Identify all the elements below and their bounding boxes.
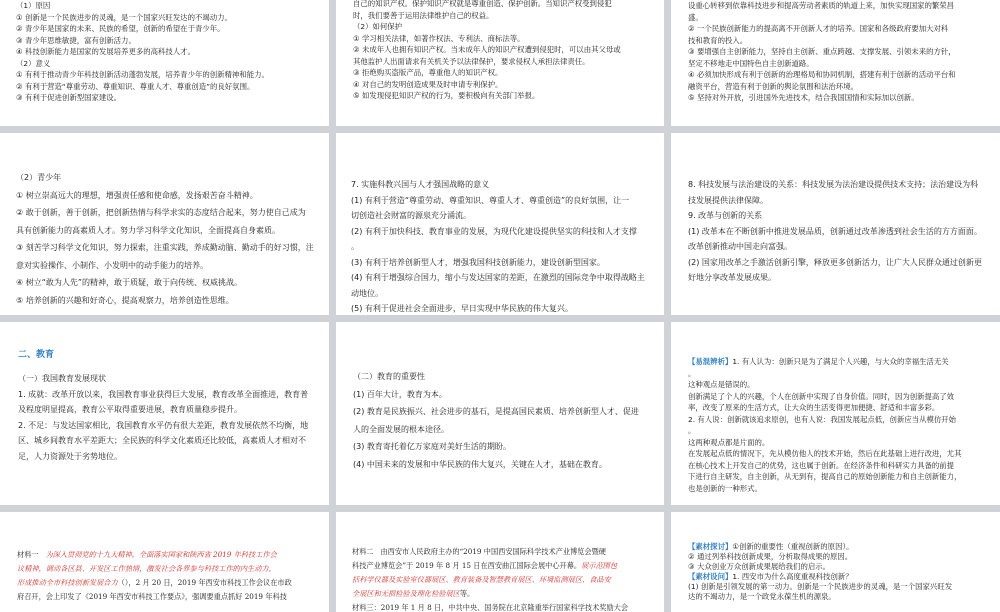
highlight-text: 括科学仪器及实验室仪器展区、教育装备及智慧教育展区、环境监测展区、食品安 — [352, 575, 611, 584]
text-line: 在发展起点低的情况下，先从模仿他人的技术开始，然后在此基础上进行改进，尤其 — [688, 449, 962, 458]
text-line: 9. 改革与创新的关系 — [688, 211, 763, 220]
text-block — [0, 322, 329, 464]
text-line: （一）我国教育发展现状 — [18, 374, 106, 383]
text-line: ② 青少年是国家的未来、民族的希望，创新的希望在于青少年。 — [16, 24, 225, 33]
text-line: 这种观点是错误的。 — [688, 380, 755, 389]
text-line: 。 — [688, 426, 696, 435]
text-line: ① 有利于推动青少年科技创新活动蓬勃发展，培养青少年的创新精神和能力。 — [16, 70, 269, 79]
text-line — [688, 572, 1000, 582]
material-label: 材料二 — [352, 547, 374, 556]
text-line: 其他监护人出面请求有关机关予以法律保护，要求侵权人承担法律责任。 — [353, 56, 590, 66]
text-line — [688, 356, 1000, 368]
material-label: 材料一 — [17, 550, 39, 559]
text-line: 好地分享改革发展成果。 — [688, 273, 776, 282]
text-line — [352, 573, 664, 587]
text-line: (2) 国家用改革之手激活创新引擎，释放更多创新活力，让广大人民群众通过创新更 — [688, 257, 982, 267]
text-block — [336, 512, 664, 612]
highlight-text: 为深入贯彻党的十九大精神，全面落实国家和陕西省 2019 年科技工作会 — [45, 550, 277, 559]
slide-card[interactable] — [0, 322, 329, 505]
body-text: 等。 — [459, 589, 475, 598]
text-line: ① 学习相关法律，如著作权法、专利法、商标法等。 — [353, 33, 525, 43]
text-line — [352, 545, 664, 559]
body-text: 科技产业博览会”于 2019 年 8 月 15 日在西安曲江国际会展中心开幕。 — [352, 561, 582, 570]
text-line: 这两种观点都是片面的。 — [688, 437, 770, 447]
text-line: 动地位。 — [351, 288, 383, 298]
text-line: ④ 树立“敢为人先”的精神，敢于质疑，敢于向传统、权威挑战。 — [16, 278, 243, 287]
slide-card[interactable] — [671, 0, 1000, 126]
text-block — [0, 512, 329, 604]
text-line: （二）教育的重要性 — [353, 372, 425, 381]
text-line: (1) 改革本在不断创新中推进发展品质，创新通过改革渗透到社会生活的方方面面。 — [688, 226, 982, 236]
text-line: (4) 中国未来的发展和中华民族的伟大复兴，关键在人才，基础在教育。 — [353, 459, 607, 469]
text-line: (1) 创新是引领发展的第一动力。创新是一个民族进步的灵魂，是一个国家兴旺发 — [688, 582, 953, 591]
text-line: ③ 要增强自主创新能力，坚持自主创新、重点跨越、支撑发展、引领未来的方针， — [688, 47, 956, 56]
text-line: （2）如何保护 — [353, 22, 403, 31]
text-line: ③ 刻苦学习科学文化知识，努力探索，注重实践，养成勤动脑、勤动手的好习惯，注 — [16, 243, 314, 252]
text-line: (3) 教育寄托着亿万家庭对美好生活的期盼。 — [353, 442, 511, 451]
text-line: 1. 成就：改革开放以来，我国教育事业获得巨大发展，教育改革全面推进，教育普 — [18, 389, 309, 399]
text-line: ③ 拒绝购买盗版产品，尊重他人的知识产权。 — [353, 68, 503, 77]
text-line: 2. 有人说：创新就该追求原创，也有人说：我国发展起点低，创新应当从模仿开始 — [688, 414, 957, 424]
text-line: 技和教育的投入。 — [688, 35, 748, 45]
text-line: 及程度明显提高，教育公平取得重要进展，教育质量稳步提升。 — [18, 405, 242, 414]
text-line: 府召开，会上印发了《2019 年西安市科技工作要点》，强调要重点抓好 2019 年科技 — [17, 592, 287, 601]
text-line: ④ 必须加快形成有利于创新的治理格局和协同机制，搭建有利于创新的活动平台和 — [688, 70, 956, 79]
text-line: 。 — [688, 368, 696, 378]
text-line: ② 通过列举科技创新成果，分析取得成果的原因。 — [688, 552, 853, 561]
tag-label: 【素材设问】 — [688, 572, 733, 581]
text-line: 达的不竭动力，是一个政党永葆生机的源泉。 — [688, 592, 836, 601]
question-text: 1. 有人认为：创新只是为了满足个人兴趣，与大众的幸福生活无关 — [732, 357, 949, 366]
text-line: 融资平台，营造有利于创新的舆论氛围和法治环境。 — [688, 81, 858, 91]
text-line: (2) 有利于加快科技、教育事业的发展，为现代化建设提供坚实的科技和人才支撑 — [351, 226, 637, 236]
text-line — [352, 559, 664, 573]
slide-card[interactable] — [336, 512, 664, 612]
text-line: (1) 有利于营造“尊重劳动、尊重知识、尊重人才、尊重创造”的良好氛围，让一 — [351, 195, 630, 205]
text-line: ① 创新是一个民族进步的灵魂，是一个国家兴旺发达的不竭动力。 — [16, 12, 232, 22]
text-line — [17, 548, 329, 562]
text-block — [671, 0, 1000, 104]
text-block — [671, 322, 1000, 494]
text-line: ⑤ 如发现侵犯知识产权的行为，要积极向有关部门举报。 — [353, 91, 540, 100]
text-line: 意对实验操作、小制作、小发明中的动手能力的培养。 — [16, 260, 208, 270]
text-line: ④ 科技创新能力是国家的发展培养更多的高科技人才。 — [16, 47, 195, 56]
text-line: ② 有利于营造“尊重劳动、尊重知识、尊重人才、尊重创造”的良好氛围。 — [16, 81, 255, 91]
text-line: 盛。 — [688, 12, 703, 22]
text-line: 足，人力资源处于劣势地位。 — [18, 451, 122, 461]
text-line: 具有创新能力的高素质人才。努力学习科学文化知识，全面提高自身素质。 — [16, 225, 280, 235]
text-line: 区、城乡间教育水平差距大；全民族的科学文化素质还比较低，高素质人才相对不 — [18, 436, 306, 445]
text-block — [671, 133, 1000, 286]
text-line: ② 一个民族创新能力的提高离不开创新人才的培养。国家和各级政府要加大对科 — [688, 24, 949, 33]
slide-card[interactable] — [336, 0, 664, 126]
text-line: 时，我们要善于运用法律维护自己的权益。 — [353, 10, 494, 20]
section-heading: 二、教育 — [18, 350, 55, 360]
slide-card[interactable] — [336, 133, 664, 315]
highlight-text: 全展区和无损检验及理化检验展区 — [352, 589, 460, 598]
text-line: 自己的知识产权。保护知识产权就是尊重创造、保护创新。当知识产权受到侵犯 — [353, 0, 612, 8]
body-text: （），2 月 20 日，2019 年西安市科技工作会议在市政 — [117, 578, 292, 587]
highlight-text: 形成推动全市科技创新发展合力 — [17, 578, 118, 587]
tag-label: 【素材探讨】 — [688, 542, 733, 551]
text-line: 设重心转移到依靠科技进步和提高劳动者素质的轨道上来，加快实现国家的繁荣昌 — [688, 1, 955, 10]
text-line: (4) 有利于增强综合国力，缩小与发达国家的差距，在激烈的国际竞争中取得战略主 — [351, 273, 645, 282]
slide-card[interactable] — [671, 133, 1000, 315]
text-line: 切创造社会财富的源泉充分涌流。 — [351, 211, 471, 220]
highlight-text: 议精神，调动各区县、开发区工作热情，激发社会各界参与科技工作的内生动力， — [17, 564, 276, 573]
tag-label: 【易混辨析】 — [688, 357, 733, 366]
text-line: (5) 有利于促进社会全面进步，早日实现中华民族的伟大复兴。 — [351, 304, 573, 313]
question-text: 1. 西安市为什么高度重视科技创新？ — [732, 572, 853, 581]
text-line: 也是创新的一种形式。 — [688, 483, 762, 493]
text-line: (3) 有利于培养创新型人才，增强我国科技创新能力，建设创新型国家。 — [351, 257, 605, 267]
highlight-text: 展示范围包 — [581, 561, 618, 570]
text-line: 人的全面发展的根本途径。 — [353, 424, 449, 434]
text-line: (2) 教育是民族振兴、社会进步的基石，是提高国民素质、培养创新型人才、促进 — [353, 407, 639, 416]
text-block — [336, 0, 664, 102]
text-line: （1）原因 — [16, 1, 51, 10]
text-line — [688, 542, 1000, 552]
text-line: 2. 不足：与发达国家相比，我国教育水平仍有很大差距，教育发展依然不均衡，地 — [18, 420, 309, 430]
text-line: 创新满足了个人的兴趣，个人在创新中实现了自身价值。同时，因为创新提高了效 — [688, 391, 955, 401]
text-line: 8. 科技发展与法治建设的关系：科技发展为法治建设提供技术支持；法治建设为科 — [688, 180, 979, 189]
text-line: (1) 百年大计，教育为本。 — [353, 389, 447, 399]
text-block — [336, 322, 664, 473]
text-block — [0, 133, 329, 309]
text-line: 7. 实施科教兴国与人才强国战略的意义 — [351, 180, 490, 189]
body-text: ①创新的重要性（重视创新的原因）。 — [732, 542, 854, 551]
text-line: （2）青少年 — [16, 173, 62, 182]
text-line: 技发展提供法律保障。 — [688, 195, 768, 205]
text-line: 材料三：2019 年 1 月 8 日，中共中央、国务院在北京隆重举行国家科学技术奖励大会 — [352, 603, 629, 612]
text-line: ④ 对自己的发明创造成果及时申请专利保护。 — [353, 79, 503, 89]
text-line: ② 未成年人也拥有知识产权。当未成年人的知识产权遭到侵犯时，可以由其父母或 — [353, 45, 621, 54]
text-line: 坚定不移地走中国特色自主创新道路。 — [688, 58, 814, 68]
slide-card[interactable] — [0, 133, 329, 315]
text-line: 下进行自主研发，自主创新，从无到有，提高自己的原始创新能力和自主创新能力， — [688, 472, 962, 481]
text-line: ② 敢于创新，善于创新，把创新热情与科学求实的态度结合起来，努力使自己成为 — [16, 208, 306, 217]
text-line: ① 树立崇高远大的理想，增强责任感和使命感，发扬艰苦奋斗精神。 — [16, 190, 258, 200]
slide-card[interactable] — [671, 322, 1000, 505]
text-line: 改革创新推动中国走向富强。 — [688, 242, 792, 251]
slide-card[interactable] — [0, 0, 329, 126]
body-text: 由西安市人民政府主办的“2019 中国西安国际科学技术产业博览会暨硬 — [380, 547, 606, 556]
text-line: ⑤ 坚持对外开放，引进国外先进技术，结合我国国情和实际加以创新。 — [688, 93, 919, 102]
text-block — [671, 512, 1000, 602]
slide-card[interactable] — [671, 512, 1000, 612]
slide-card[interactable] — [336, 322, 664, 505]
text-line: （2）意义 — [16, 58, 51, 68]
text-line: ③ 有利于促进创新型国家建设。 — [16, 93, 122, 102]
text-line: ⑤ 培养创新的兴趣和好奇心，提高观察力，培养创造性思维。 — [16, 295, 234, 305]
text-line — [17, 562, 329, 576]
text-block — [0, 0, 329, 104]
text-line — [17, 576, 329, 590]
text-line: 。 — [351, 242, 359, 251]
text-line — [352, 587, 664, 601]
text-line: 在核心技术上开发自己的优势，这也属于创新。在经济条件和科研实力具备的前提 — [688, 460, 955, 470]
text-line: 率，改变了原来的生活方式，让大众的生活变得更加便捷、舒适和丰富多彩。 — [688, 403, 940, 412]
text-line: ③ 大众创业万众创新成果展给我们的启示。 — [688, 562, 831, 571]
slide-card[interactable] — [0, 512, 329, 612]
text-line: ③ 青少年思维敏捷，富有创新活力。 — [16, 35, 136, 45]
text-block — [336, 133, 664, 315]
